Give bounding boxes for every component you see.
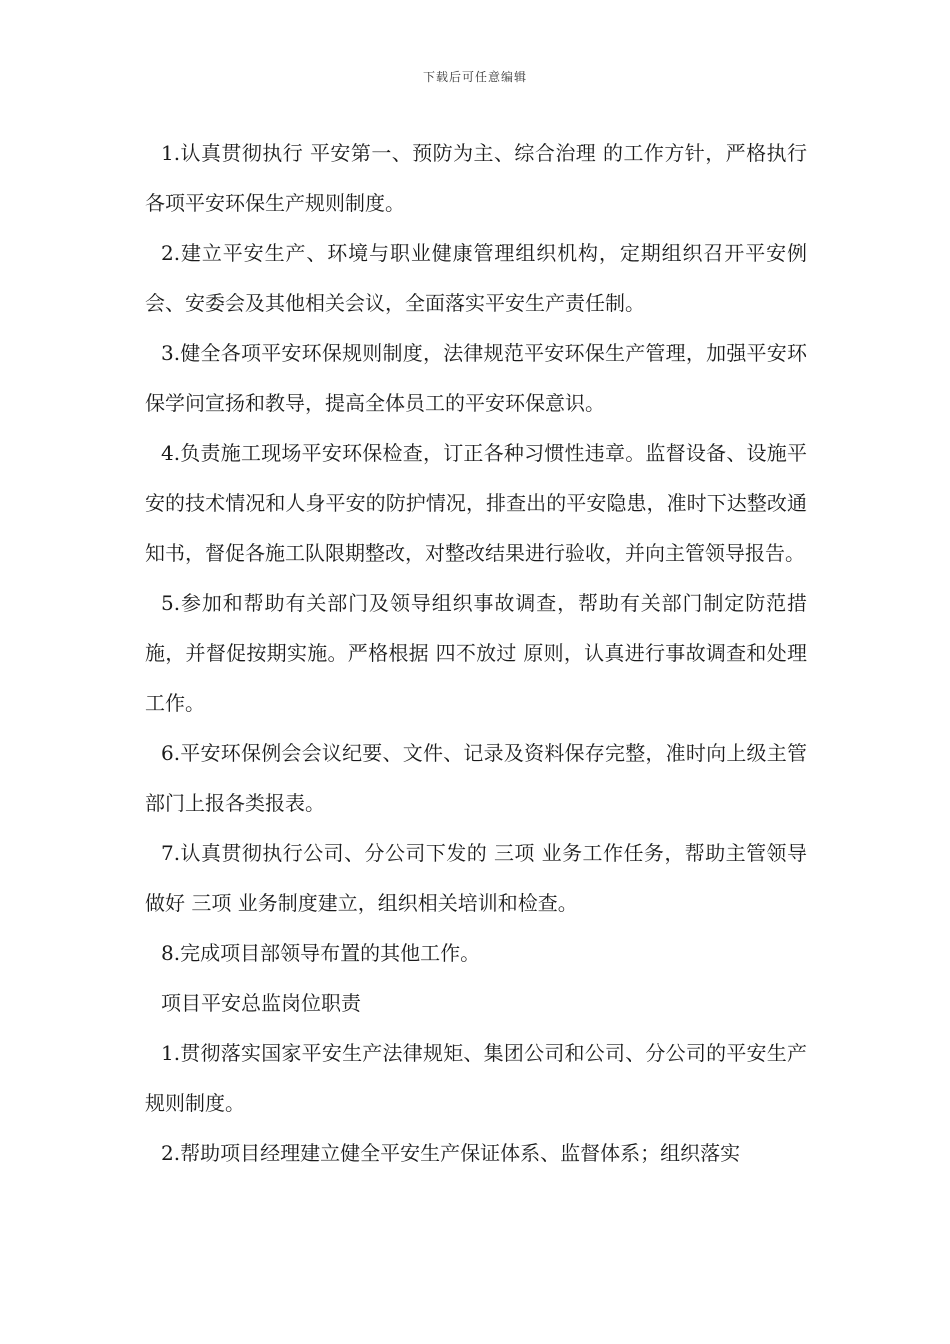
paragraph-supervisor-duty-1: 1.贯彻落实国家平安生产法律规矩、集团公司和公司、分公司的平安生产规则制度。 (145, 1041, 807, 1115)
page-header: 下载后可任意编辑 (422, 70, 527, 84)
section-heading: 项目平安总监岗位职责 (161, 991, 361, 1015)
paragraph-supervisor-duty-2: 2.帮助项目经理建立健全平安生产保证体系、监督体系；组织落实 (161, 1141, 741, 1165)
paragraph-duty-8: 8.完成项目部领导布置的其他工作。 (161, 941, 481, 965)
paragraph-duty-1: 1.认真贯彻执行 平安第一、预防为主、综合治理 的工作方针，严格执行各项平安环保生产规则制度。 (145, 141, 807, 215)
paragraph-duty-2: 2.建立平安生产、环境与职业健康管理组织机构，定期组织召开平安例会、安委会及其他相关会议，全面落实平安生产责任制。 (145, 241, 807, 315)
document-body (145, 128, 807, 1178)
paragraph-duty-6: 6.平安环保例会会议纪要、文件、记录及资料保存完整，准时向上级主管部门上报各类报表。 (145, 741, 807, 815)
paragraph-duty-3: 3.健全各项平安环保规则制度，法律规范平安环保生产管理，加强平安环保学问宣扬和教导，提高全体员工的平安环保意识。 (145, 341, 807, 415)
paragraph-duty-5: 5.参加和帮助有关部门及领导组织事故调查，帮助有关部门制定防范措施，并督促按期实施。严格根据 四不放过 原则，认真进行事故调查和处理工作。 (145, 591, 807, 715)
paragraph-duty-4: 4.负责施工现场平安环保检查，订正各种习惯性违章。监督设备、设施平安的技术情况和人身平安的防护情况，排查出的平安隐患，准时下达整改通知书，督促各施工队限期整改，对整改结果进行验收，并向主管领导报告。 (145, 441, 807, 565)
paragraph-duty-7: 7.认真贯彻执行公司、分公司下发的 三项 业务工作任务，帮助主管领导做好 三项 业务制度建立，组织相关培训和检查。 (145, 841, 807, 915)
